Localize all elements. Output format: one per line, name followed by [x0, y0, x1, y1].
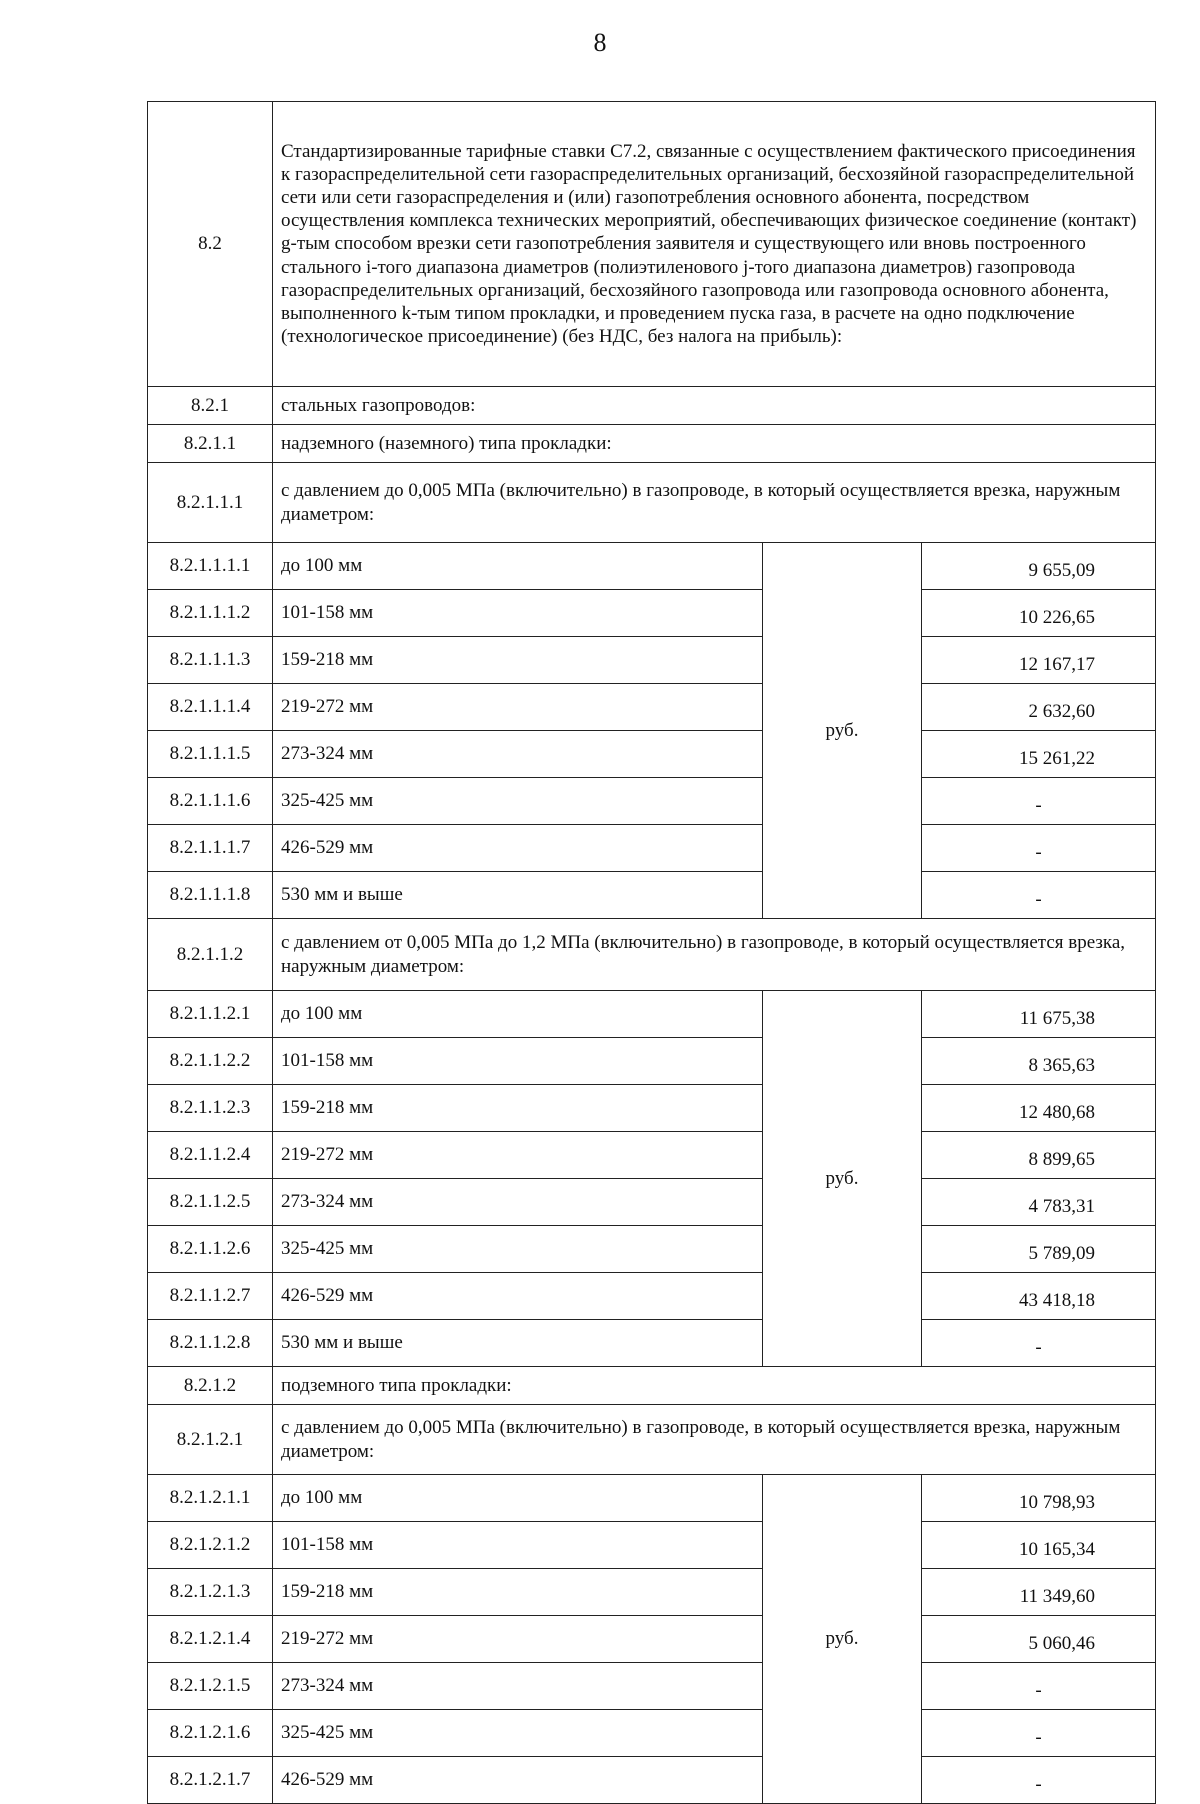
table-row — [148, 1475, 1156, 1522]
item-diameter: 426-529 мм — [273, 1273, 763, 1320]
item-number: 8.2.1.1.2.1 — [148, 991, 273, 1038]
item-value: 9 655,09 — [922, 543, 1156, 590]
item-diameter: 273-324 мм — [273, 1179, 763, 1226]
section-row — [148, 1367, 1156, 1405]
item-number: 8.2.1.1.1.6 — [148, 778, 273, 825]
table-row — [148, 1132, 1156, 1179]
table-row — [148, 637, 1156, 684]
item-value: 10 165,34 — [922, 1522, 1156, 1569]
item-diameter: до 100 мм — [273, 1475, 763, 1522]
section-description: Стандартизированные тарифные ставки С7.2, связанные с осуществлением фактического присоединения к газораспределительной сети газораспределительных организаций, бесхозяйной газораспределительной сети или сети газораспределения и (или) газопотребления основного абонента, посредством осуществления комплекса технических мероприятий, обеспечивающих физическое соединение (контакт) g-тым способом врезки сети газопотребления заявителя и существующего или вновь построенного стального i-того диапазона диаметров (полиэтиленового j-того диапазона диаметров) газопровода газораспределительных организаций, бесхозяйного газопровода или газопровода основного абонента, выполненного k-тым типом прокладки, и проведением пуска газа, в расчете на одно подключение (технологическое присоединение) (без НДС, без налога на прибыль): — [273, 102, 1156, 387]
tariff-table — [147, 101, 1156, 1804]
item-diameter: 325-425 мм — [273, 1710, 763, 1757]
item-number: 8.2.1.1.2.5 — [148, 1179, 273, 1226]
item-diameter: 426-529 мм — [273, 1757, 763, 1804]
item-number: 8.2.1.1.2.3 — [148, 1085, 273, 1132]
table-row — [148, 1522, 1156, 1569]
item-number: 8.2.1.2.1.6 — [148, 1710, 273, 1757]
table-row — [148, 872, 1156, 919]
item-number: 8.2.1.1.2.4 — [148, 1132, 273, 1179]
section-description: с давлением до 0,005 МПа (включительно) в газопроводе, в который осуществляется врезка, наружным диаметром: — [273, 463, 1156, 543]
section-description: с давлением от 0,005 МПа до 1,2 МПа (включительно) в газопроводе, в который осуществляется врезка, наружным диаметром: — [273, 919, 1156, 991]
item-value: 11 349,60 — [922, 1569, 1156, 1616]
item-diameter: 219-272 мм — [273, 1132, 763, 1179]
item-diameter: 219-272 мм — [273, 1616, 763, 1663]
item-number: 8.2.1.1.1.3 — [148, 637, 273, 684]
section-row — [148, 425, 1156, 463]
table-row — [148, 1710, 1156, 1757]
section-row — [148, 463, 1156, 543]
table-row — [148, 1226, 1156, 1273]
item-value: 43 418,18 — [922, 1273, 1156, 1320]
table-row — [148, 1757, 1156, 1804]
item-diameter: 101-158 мм — [273, 1038, 763, 1085]
table-row — [148, 1663, 1156, 1710]
section-number: 8.2.1.2 — [148, 1367, 273, 1405]
item-number: 8.2.1.1.2.2 — [148, 1038, 273, 1085]
section-row — [148, 102, 1156, 387]
item-number: 8.2.1.1.1.5 — [148, 731, 273, 778]
section-number: 8.2.1 — [148, 387, 273, 425]
table-row — [148, 991, 1156, 1038]
section-number: 8.2.1.2.1 — [148, 1405, 273, 1475]
item-value: 10 798,93 — [922, 1475, 1156, 1522]
item-value: 8 365,63 — [922, 1038, 1156, 1085]
table-row — [148, 543, 1156, 590]
item-value: 15 261,22 — [922, 731, 1156, 778]
item-value: 5 789,09 — [922, 1226, 1156, 1273]
table-row — [148, 1273, 1156, 1320]
table-row — [148, 1179, 1156, 1226]
section-number: 8.2.1.1 — [148, 425, 273, 463]
item-value: 5 060,46 — [922, 1616, 1156, 1663]
section-description: с давлением до 0,005 МПа (включительно) в газопроводе, в который осуществляется врезка, наружным диаметром: — [273, 1405, 1156, 1475]
table-row — [148, 1320, 1156, 1367]
item-number: 8.2.1.1.2.7 — [148, 1273, 273, 1320]
item-number: 8.2.1.2.1.3 — [148, 1569, 273, 1616]
table-row — [148, 731, 1156, 778]
item-number: 8.2.1.1.1.2 — [148, 590, 273, 637]
item-value: - — [922, 1710, 1156, 1757]
item-number: 8.2.1.1.1.7 — [148, 825, 273, 872]
item-diameter: 325-425 мм — [273, 778, 763, 825]
item-value: 2 632,60 — [922, 684, 1156, 731]
item-number: 8.2.1.1.2.6 — [148, 1226, 273, 1273]
unit-cell: руб. — [763, 991, 922, 1367]
item-number: 8.2.1.2.1.7 — [148, 1757, 273, 1804]
item-value: 12 167,17 — [922, 637, 1156, 684]
item-value: - — [922, 1320, 1156, 1367]
item-value: - — [922, 1757, 1156, 1804]
item-diameter: 273-324 мм — [273, 1663, 763, 1710]
section-description: подземного типа прокладки: — [273, 1367, 1156, 1405]
item-diameter: 530 мм и выше — [273, 1320, 763, 1367]
page-number: 8 — [593, 28, 607, 57]
item-number: 8.2.1.2.1.2 — [148, 1522, 273, 1569]
item-number: 8.2.1.2.1.1 — [148, 1475, 273, 1522]
item-value: 12 480,68 — [922, 1085, 1156, 1132]
item-diameter: 530 мм и выше — [273, 872, 763, 919]
item-value: 4 783,31 — [922, 1179, 1156, 1226]
item-value: 11 675,38 — [922, 991, 1156, 1038]
item-number: 8.2.1.1.1.4 — [148, 684, 273, 731]
section-number: 8.2 — [148, 102, 273, 387]
item-value: - — [922, 778, 1156, 825]
item-diameter: 101-158 мм — [273, 1522, 763, 1569]
table-row — [148, 825, 1156, 872]
unit-cell: руб. — [763, 543, 922, 919]
section-row — [148, 1405, 1156, 1475]
table-row — [148, 1085, 1156, 1132]
item-diameter: 159-218 мм — [273, 1569, 763, 1616]
section-description: надземного (наземного) типа прокладки: — [273, 425, 1156, 463]
item-number: 8.2.1.1.1.1 — [148, 543, 273, 590]
item-number: 8.2.1.2.1.4 — [148, 1616, 273, 1663]
item-diameter: до 100 мм — [273, 543, 763, 590]
section-number: 8.2.1.1.2 — [148, 919, 273, 991]
item-value: 8 899,65 — [922, 1132, 1156, 1179]
table-row — [148, 684, 1156, 731]
item-number: 8.2.1.1.2.8 — [148, 1320, 273, 1367]
item-diameter: 325-425 мм — [273, 1226, 763, 1273]
item-value: - — [922, 825, 1156, 872]
item-value: - — [922, 872, 1156, 919]
table-row — [148, 778, 1156, 825]
item-diameter: 426-529 мм — [273, 825, 763, 872]
table-row — [148, 1569, 1156, 1616]
section-row — [148, 919, 1156, 991]
table-row — [148, 590, 1156, 637]
table-row — [148, 1616, 1156, 1663]
item-diameter: до 100 мм — [273, 991, 763, 1038]
item-number: 8.2.1.2.1.5 — [148, 1663, 273, 1710]
item-diameter: 219-272 мм — [273, 684, 763, 731]
section-description: стальных газопроводов: — [273, 387, 1156, 425]
table-row — [148, 1038, 1156, 1085]
item-value: - — [922, 1663, 1156, 1710]
item-diameter: 101-158 мм — [273, 590, 763, 637]
section-number: 8.2.1.1.1 — [148, 463, 273, 543]
unit-cell: руб. — [763, 1475, 922, 1804]
item-diameter: 159-218 мм — [273, 637, 763, 684]
item-value: 10 226,65 — [922, 590, 1156, 637]
item-diameter: 159-218 мм — [273, 1085, 763, 1132]
item-number: 8.2.1.1.1.8 — [148, 872, 273, 919]
item-diameter: 273-324 мм — [273, 731, 763, 778]
section-row — [148, 387, 1156, 425]
